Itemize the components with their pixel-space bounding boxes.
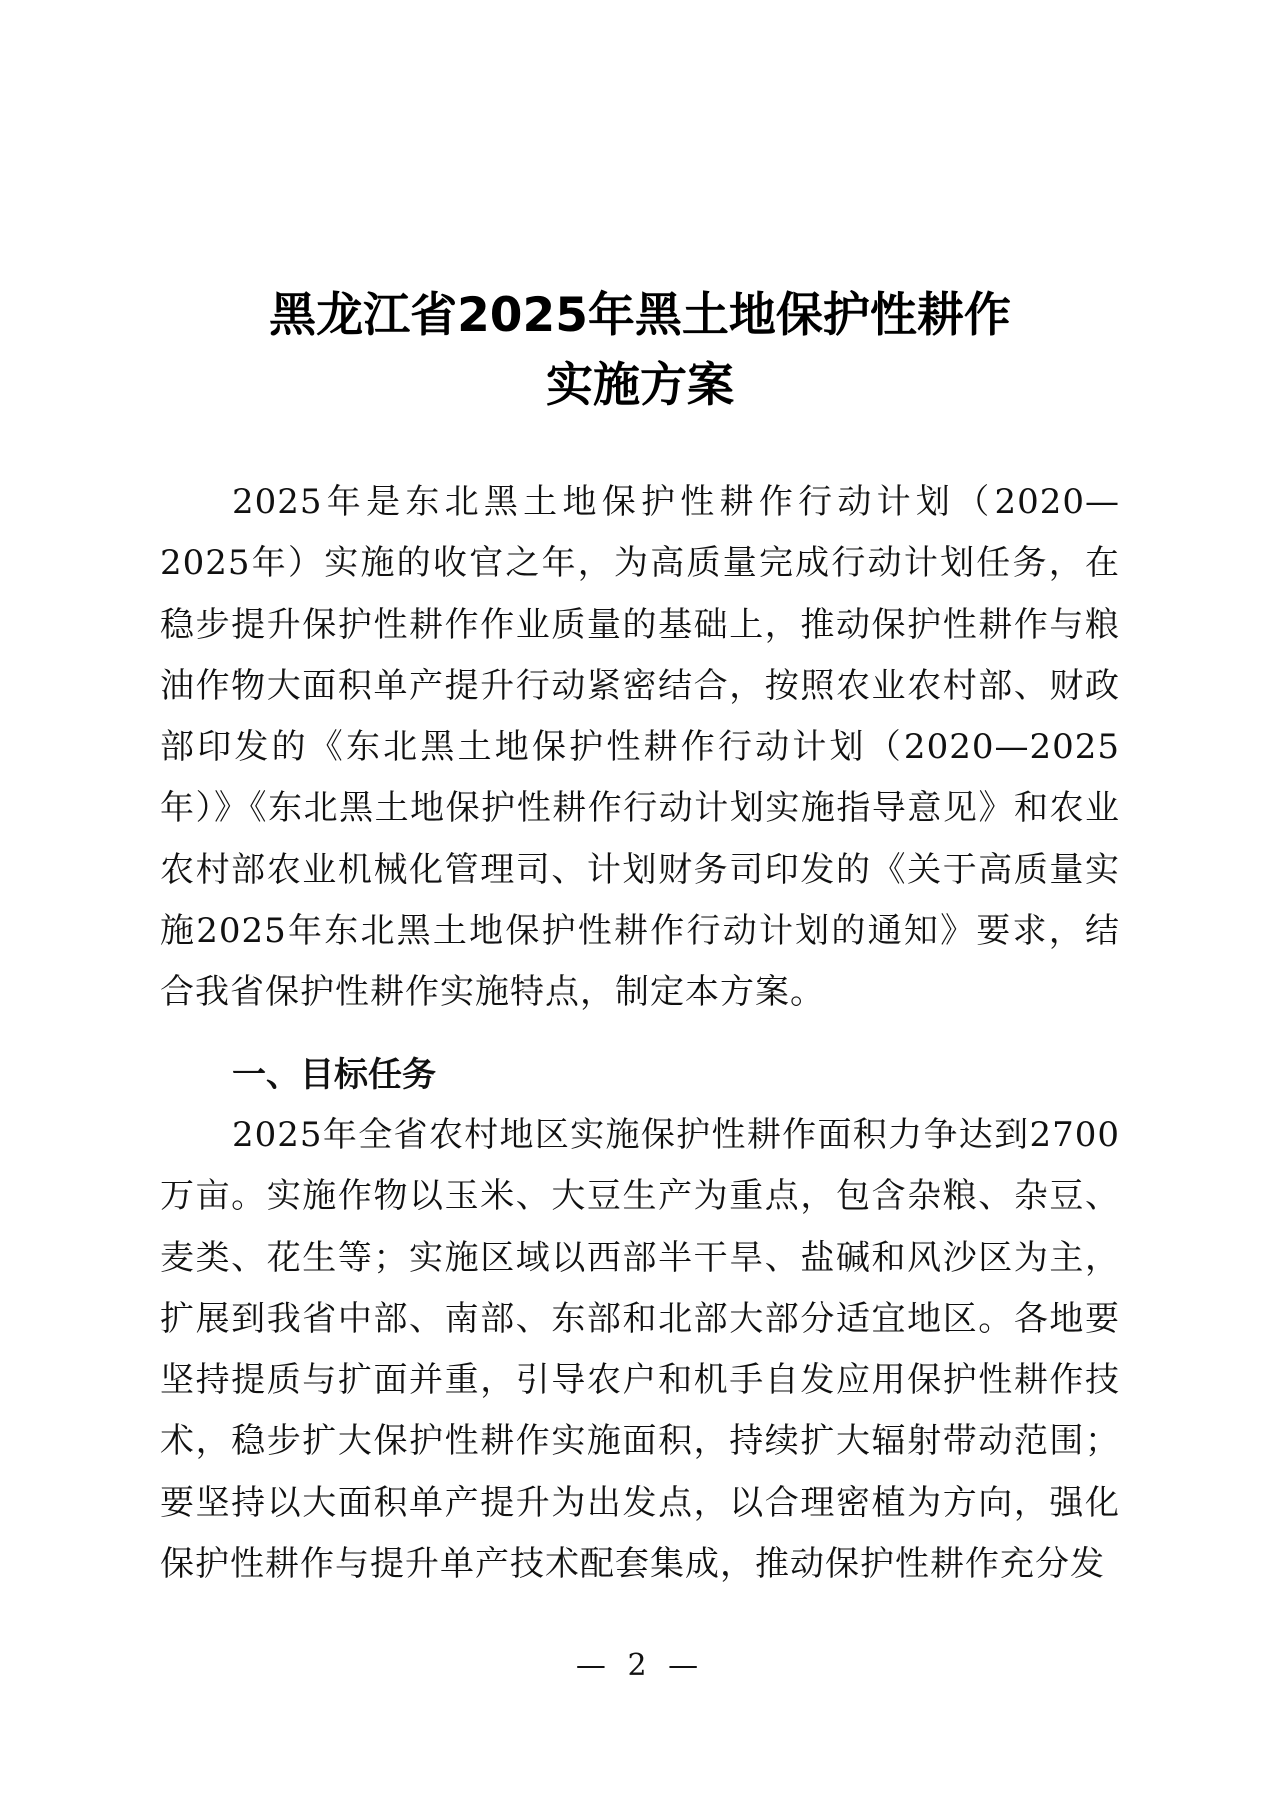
document-title-line1: 黑龙江省2025年黑土地保护性耕作	[269, 288, 1011, 343]
intro-paragraph: 2025年是东北黑土地保护性耕作行动计划（2020—2025年）实施的收官之年，为高质量完成行动计划任务，在稳步提升保护性耕作作业质量的基础上，推动保护性耕作与粮油作物大面积单产提升行动紧密结合，按照农业农村部、财政部印发的《东北黑土地保护性耕作行动计划（2020—2025年）》《东北黑土地保护性耕作行动计划实施指导意见》和农业农村部农业机械化管理司、计划财务司印发的《关于高质量实施2025年东北黑土地保护性耕作行动计划的通知》要求，结合我省保护性耕作实施特点，制定本方案。	[160, 482, 1120, 1013]
document-title-line2: 实施方案	[546, 358, 734, 413]
section-paragraph-goals: 2025年全省农村地区实施保护性耕作面积力争达到2700万亩。实施作物以玉米、大豆生产为重点，包含杂粮、杂豆、麦类、花生等；实施区域以西部半干旱、盐碱和风沙区为主，扩展到我省中部、南部、东部和北部大部分适宜地区。各地要坚持提质与扩面并重，引导农户和机手自发应用保护性耕作技术，稳步扩大保护性耕作实施面积，持续扩大辐射带动范围；要坚持以大面积单产提升为出发点，以合理密植为方向，强化保护性耕作与提升单产技术配套集成，推动保护性耕作充分发	[160, 1115, 1120, 1585]
page-number: — 2 —	[575, 1648, 705, 1683]
section-heading-goals: 一、目标任务	[232, 1055, 436, 1095]
